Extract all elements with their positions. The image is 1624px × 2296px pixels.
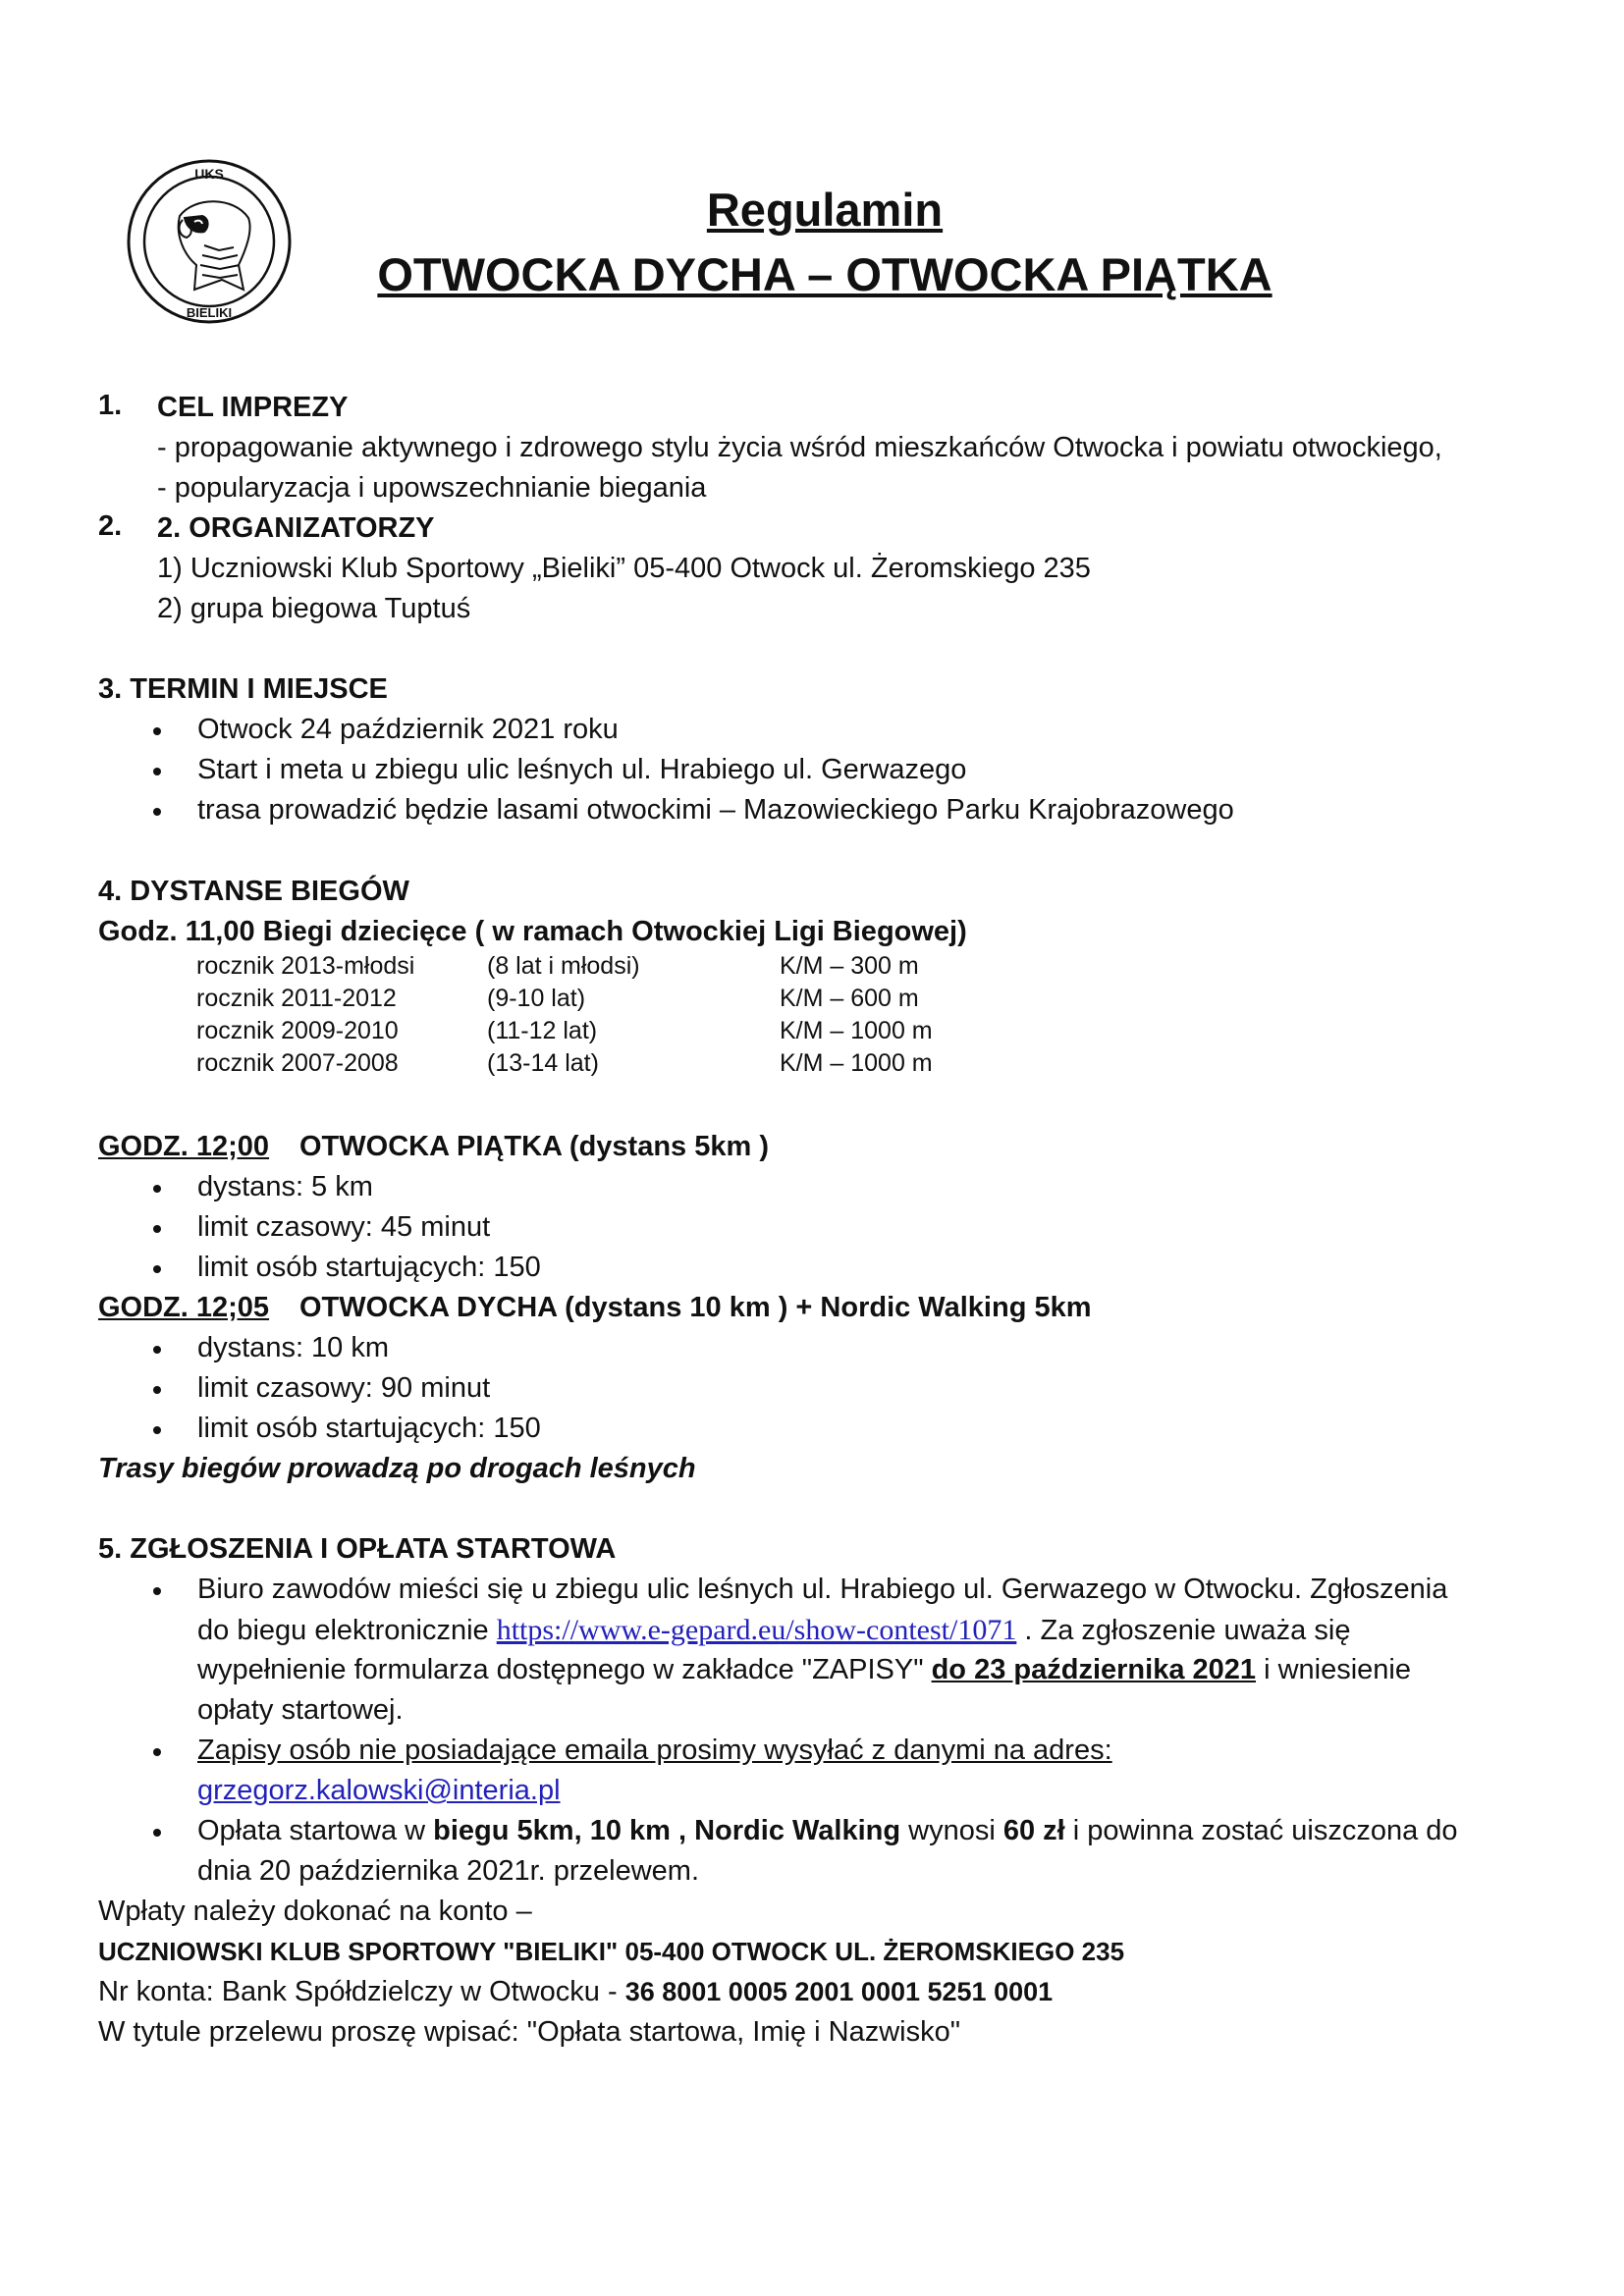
kids-row-year: rocznik 2007-2008 <box>196 1049 399 1077</box>
section2-number: 2. <box>98 510 123 542</box>
bullet-dot <box>153 1386 161 1394</box>
section4-heading: 4. DYSTANSE BIEGÓW <box>98 876 409 907</box>
section1-line: - propagowanie aktywnego i zdrowego stylu życia wśród mieszkańców Otwocka i powiatu otwockiego, <box>157 432 1442 463</box>
email-registration-text: Zapisy osób nie posiadające emaila prosimy wysyłać z danymi na adres: <box>197 1735 1112 1766</box>
section3-heading: 3. TERMIN I MIEJSCE <box>98 673 388 705</box>
kids-row-age: (11-12 lat) <box>487 1017 598 1044</box>
section3-bullet: Otwock 24 październik 2021 roku <box>197 714 619 745</box>
kids-races-heading: Godz. 11,00 Biegi dziecięce ( w ramach Otwockiej Ligi Biegowej) <box>98 916 967 947</box>
bullet-dot <box>153 1829 161 1837</box>
registration-text: Biuro zawodów mieści się u zbiegu ulic leśnych ul. Hrabiego ul. Gerwazego w Otwocku. Zgłoszenia <box>197 1574 1448 1605</box>
kids-row-year: rocznik 2011-2012 <box>196 985 397 1012</box>
club-logo <box>126 157 293 326</box>
kids-row-age: (13-14 lat) <box>487 1049 599 1077</box>
race10-bullet: limit czasowy: 90 minut <box>197 1372 491 1404</box>
race5-bullet: dystans: 5 km <box>197 1171 373 1202</box>
bullet-dot <box>153 808 161 816</box>
fee-text-part: Opłata startowa w <box>197 1815 434 1846</box>
fee-races: biegu 5km, 10 km , Nordic Walking <box>433 1815 901 1846</box>
section2-heading: 2. ORGANIZATORZY <box>157 512 435 544</box>
bullet-dot <box>153 1426 161 1434</box>
kids-row-distance: K/M – 1000 m <box>780 1017 933 1044</box>
registration-link[interactable]: https://www.e-gepard.eu/show-contest/1071 <box>496 1614 1017 1646</box>
bullet-dot <box>153 768 161 775</box>
bullet-dot <box>153 1185 161 1193</box>
registration-text: opłaty startowej. <box>197 1694 404 1726</box>
payment-recipient: UCZNIOWSKI KLUB SPORTOWY "BIELIKI" 05-400 OTWOCK UL. ŻEROMSKIEGO 235 <box>98 1937 1125 1966</box>
section5-heading: 5. ZGŁOSZENIA I OPŁATA STARTOWA <box>98 1533 617 1565</box>
section2-line: 1) Uczniowski Klub Sportowy „Bieliki” 05-400 Otwock ul. Żeromskiego 235 <box>157 553 1091 584</box>
section1-line: - popularyzacja i upowszechnianie biegania <box>157 472 707 504</box>
account-bank: Nr konta: Bank Spółdzielczy w Otwocku - <box>98 1976 625 2007</box>
payment-intro: Wpłaty należy dokonać na konto – <box>98 1896 532 1927</box>
fee-text <box>197 1811 1458 1851</box>
kids-row-age: (9-10 lat) <box>487 985 586 1012</box>
title-event-name: OTWOCKA DYCHA – OTWOCKA PIĄTKA <box>377 248 1272 300</box>
fee-amount: 60 zł <box>1002 1815 1065 1846</box>
account-number-line <box>98 1972 1053 2012</box>
document-title <box>295 182 1355 305</box>
registration-deadline: do 23 października 2021 <box>931 1654 1257 1685</box>
kids-row-age: (8 lat i młodsi) <box>487 952 640 980</box>
section3-bullet: trasa prowadzić będzie lasami otwockimi – Mazowieckiego Parku Krajobrazowego <box>197 794 1234 826</box>
kids-row-distance: K/M – 1000 m <box>780 1049 933 1077</box>
kids-row-year: rocznik 2009-2010 <box>196 1017 399 1044</box>
fee-text-part: wynosi <box>900 1815 1003 1846</box>
race5-bullet: limit czasowy: 45 minut <box>197 1211 491 1243</box>
race10-bullet: limit osób startujących: 150 <box>197 1413 541 1444</box>
section1-number: 1. <box>98 390 123 421</box>
race10-name: OTWOCKA DYCHA (dystans 10 km ) + Nordic Walking 5km <box>299 1292 1092 1323</box>
bullet-dot <box>153 1346 161 1354</box>
title-regulamin: Regulamin <box>706 184 944 236</box>
race5-time: GODZ. 12;00 <box>98 1131 270 1162</box>
section3-bullet: Start i meta u zbiegu ulic leśnych ul. Hrabiego ul. Gerwazego <box>197 754 967 785</box>
eagle-head-icon <box>179 201 250 290</box>
account-number: 36 8001 0005 2001 0001 5251 0001 <box>624 1977 1054 2006</box>
fee-text: dnia 20 października 2021r. przelewem. <box>197 1855 700 1887</box>
race5-name: OTWOCKA PIĄTKA (dystans 5km ) <box>299 1131 770 1162</box>
registration-text-part: do biegu elektronicznie <box>197 1615 497 1646</box>
bullet-dot <box>153 1265 161 1273</box>
registration-text <box>197 1650 1411 1690</box>
email-link[interactable]: grzegorz.kalowski@interia.pl <box>197 1775 561 1806</box>
race10-bullet: dystans: 10 km <box>197 1332 390 1363</box>
kids-row-year: rocznik 2013-młodsi <box>196 952 415 980</box>
fee-text-part: i powinna zostać uiszczona do <box>1064 1815 1458 1846</box>
transfer-title-instruction: W tytule przelewu proszę wpisać: "Opłata startowa, Imię i Nazwisko" <box>98 2016 961 2048</box>
logo-top-text: UKS <box>194 166 224 182</box>
bullet-dot <box>153 1225 161 1233</box>
registration-text-part: i wniesienie <box>1256 1654 1412 1685</box>
registration-text-part: . Za zgłoszenie uważa się <box>1016 1615 1351 1646</box>
registration-text-part: wypełnienie formularza dostępnego w zakładce "ZAPISY" <box>197 1654 932 1685</box>
kids-row-distance: K/M – 300 m <box>780 952 919 980</box>
bullet-dot <box>153 727 161 735</box>
logo-bottom-text: BIELIKI <box>186 305 233 320</box>
race5-bullet: limit osób startujących: 150 <box>197 1252 541 1283</box>
race10-time: GODZ. 12;05 <box>98 1292 270 1323</box>
routes-note: Trasy biegów prowadzą po drogach leśnych <box>98 1453 696 1484</box>
bullet-dot <box>153 1748 161 1756</box>
registration-text <box>197 1610 1350 1651</box>
section2-line: 2) grupa biegowa Tuptuś <box>157 593 471 624</box>
kids-row-distance: K/M – 600 m <box>780 985 919 1012</box>
bullet-dot <box>153 1587 161 1595</box>
section1-heading: CEL IMPREZY <box>157 392 349 423</box>
